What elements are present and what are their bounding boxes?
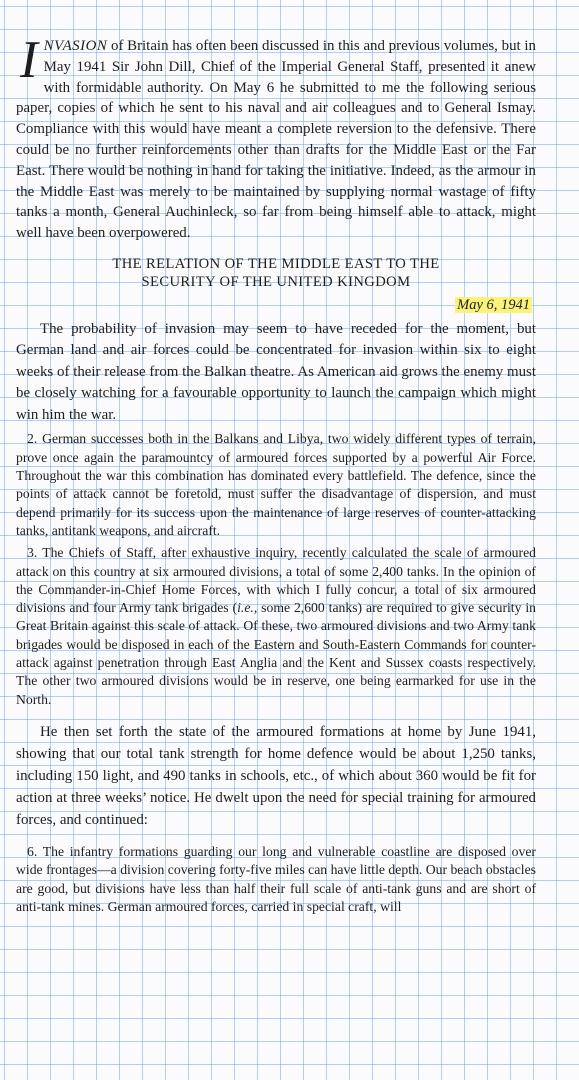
memo-title-line-1: THE RELATION OF THE MIDDLE EAST TO THE xyxy=(112,255,440,272)
memo-date xyxy=(16,295,536,315)
opening-word: NVASION xyxy=(43,38,108,54)
intro-paragraph xyxy=(16,31,536,244)
memo-paragraph-1: The probability of invasion may seem to have receded for the moment, but German land and air forces could be concentrated for invasion within six to eight weeks of their release from the Balkan theatre. As American aid grows the enemy must be closely watching for a favourable opportunity to launch the campaign which might win him the war. xyxy=(16,320,536,423)
drop-cap: I xyxy=(20,31,38,89)
intro-text: of Britain has often been discussed in this and previous volumes, but in May 1941 Sir John Dill, Chief of the Imperial General Staff, presented it anew with formidable authority. On May 6 he submitted to me the following serious paper, copies of which he sent to his naval and air colleagues and to General Ismay. Compliance with this would have meant a complete reversion to the defensive. There could be no further reinforcements other than drafts for the Middle East or the Far East. There would be nothing in hand for taking the initiative. Indeed, as the armour in the Middle East was merely to be maintained by supplying normal wastage of fifty tanks a month, General Auchinleck, so far from being himself able to attack, might well have been overpowered. xyxy=(16,38,536,242)
memo-paragraph-2: 2. German successes both in the Balkans and Libya, two widely different types of terrain, prove once again the paramountcy of armoured forces supported by a powerful Air Force. Throughout the war this combination has dominated every battlefield. The defence, since the points of attack cannot be foretold, must suffer the disadvantage of dispersion, and must depend primarily for its success upon the maintenance of large reserves of counter-attacking tanks, antitank weapons, and aircraft. xyxy=(16,431,536,538)
memo-paragraph-3-start: 3. The Chiefs of Staff, after exhaustive inquiry, recently calculated the scale of armoured attack on this country at six armoured divisions, a total of some 2,400 tanks. In the opinion of the Commander-in-Chief Home Forces, with which I fully concur, a total of six armoured divisions and four Army tank brigades ( xyxy=(16,545,536,616)
memo-paragraph-3 xyxy=(16,544,536,709)
memo-body xyxy=(16,319,536,709)
memo-paragraph-3-end: some 2,600 tanks) are required to give security in Great Britain against this scale of attack. Of these, two armoured divisions and two Army tank brigades would be disposed in each of the Eastern and South-Eastern Commands for counter-attack against penetration through East Anglia and the Kent and Sussex coasts respectively. The other two armoured divisions would be in reserve, one being earmarked for use in the North. xyxy=(16,600,536,707)
memo-title xyxy=(16,255,536,292)
memo-title-line-2: SECURITY OF THE UNITED KINGDOM xyxy=(141,274,411,291)
memo-paragraph-6: 6. The infantry formations guarding our long and vulnerable coastline are disposed over wide frontages—a division covering forty-five miles can have little depth. Our beach obstacles are good, but divisions have less than half their full scale of anti-tank guns and are short of anti-tank mines. German armoured forces, carried in special craft, will xyxy=(16,843,536,914)
memo-date-text: May 6, 1941 xyxy=(457,296,530,313)
document-page xyxy=(16,31,536,916)
memo-paragraph-3-ie: i.e., xyxy=(237,600,258,616)
narrative-paragraph: He then set forth the state of the armoured formations at home by June 1941, showing that our total tank strength for home defence would be about 1,250 tanks, including 150 light, and 490 tanks in schools, etc., of which about 360 would be fit for action at three weeks’ notice. He dwelt upon the need for special training for armoured forces, and continued: xyxy=(16,723,536,828)
